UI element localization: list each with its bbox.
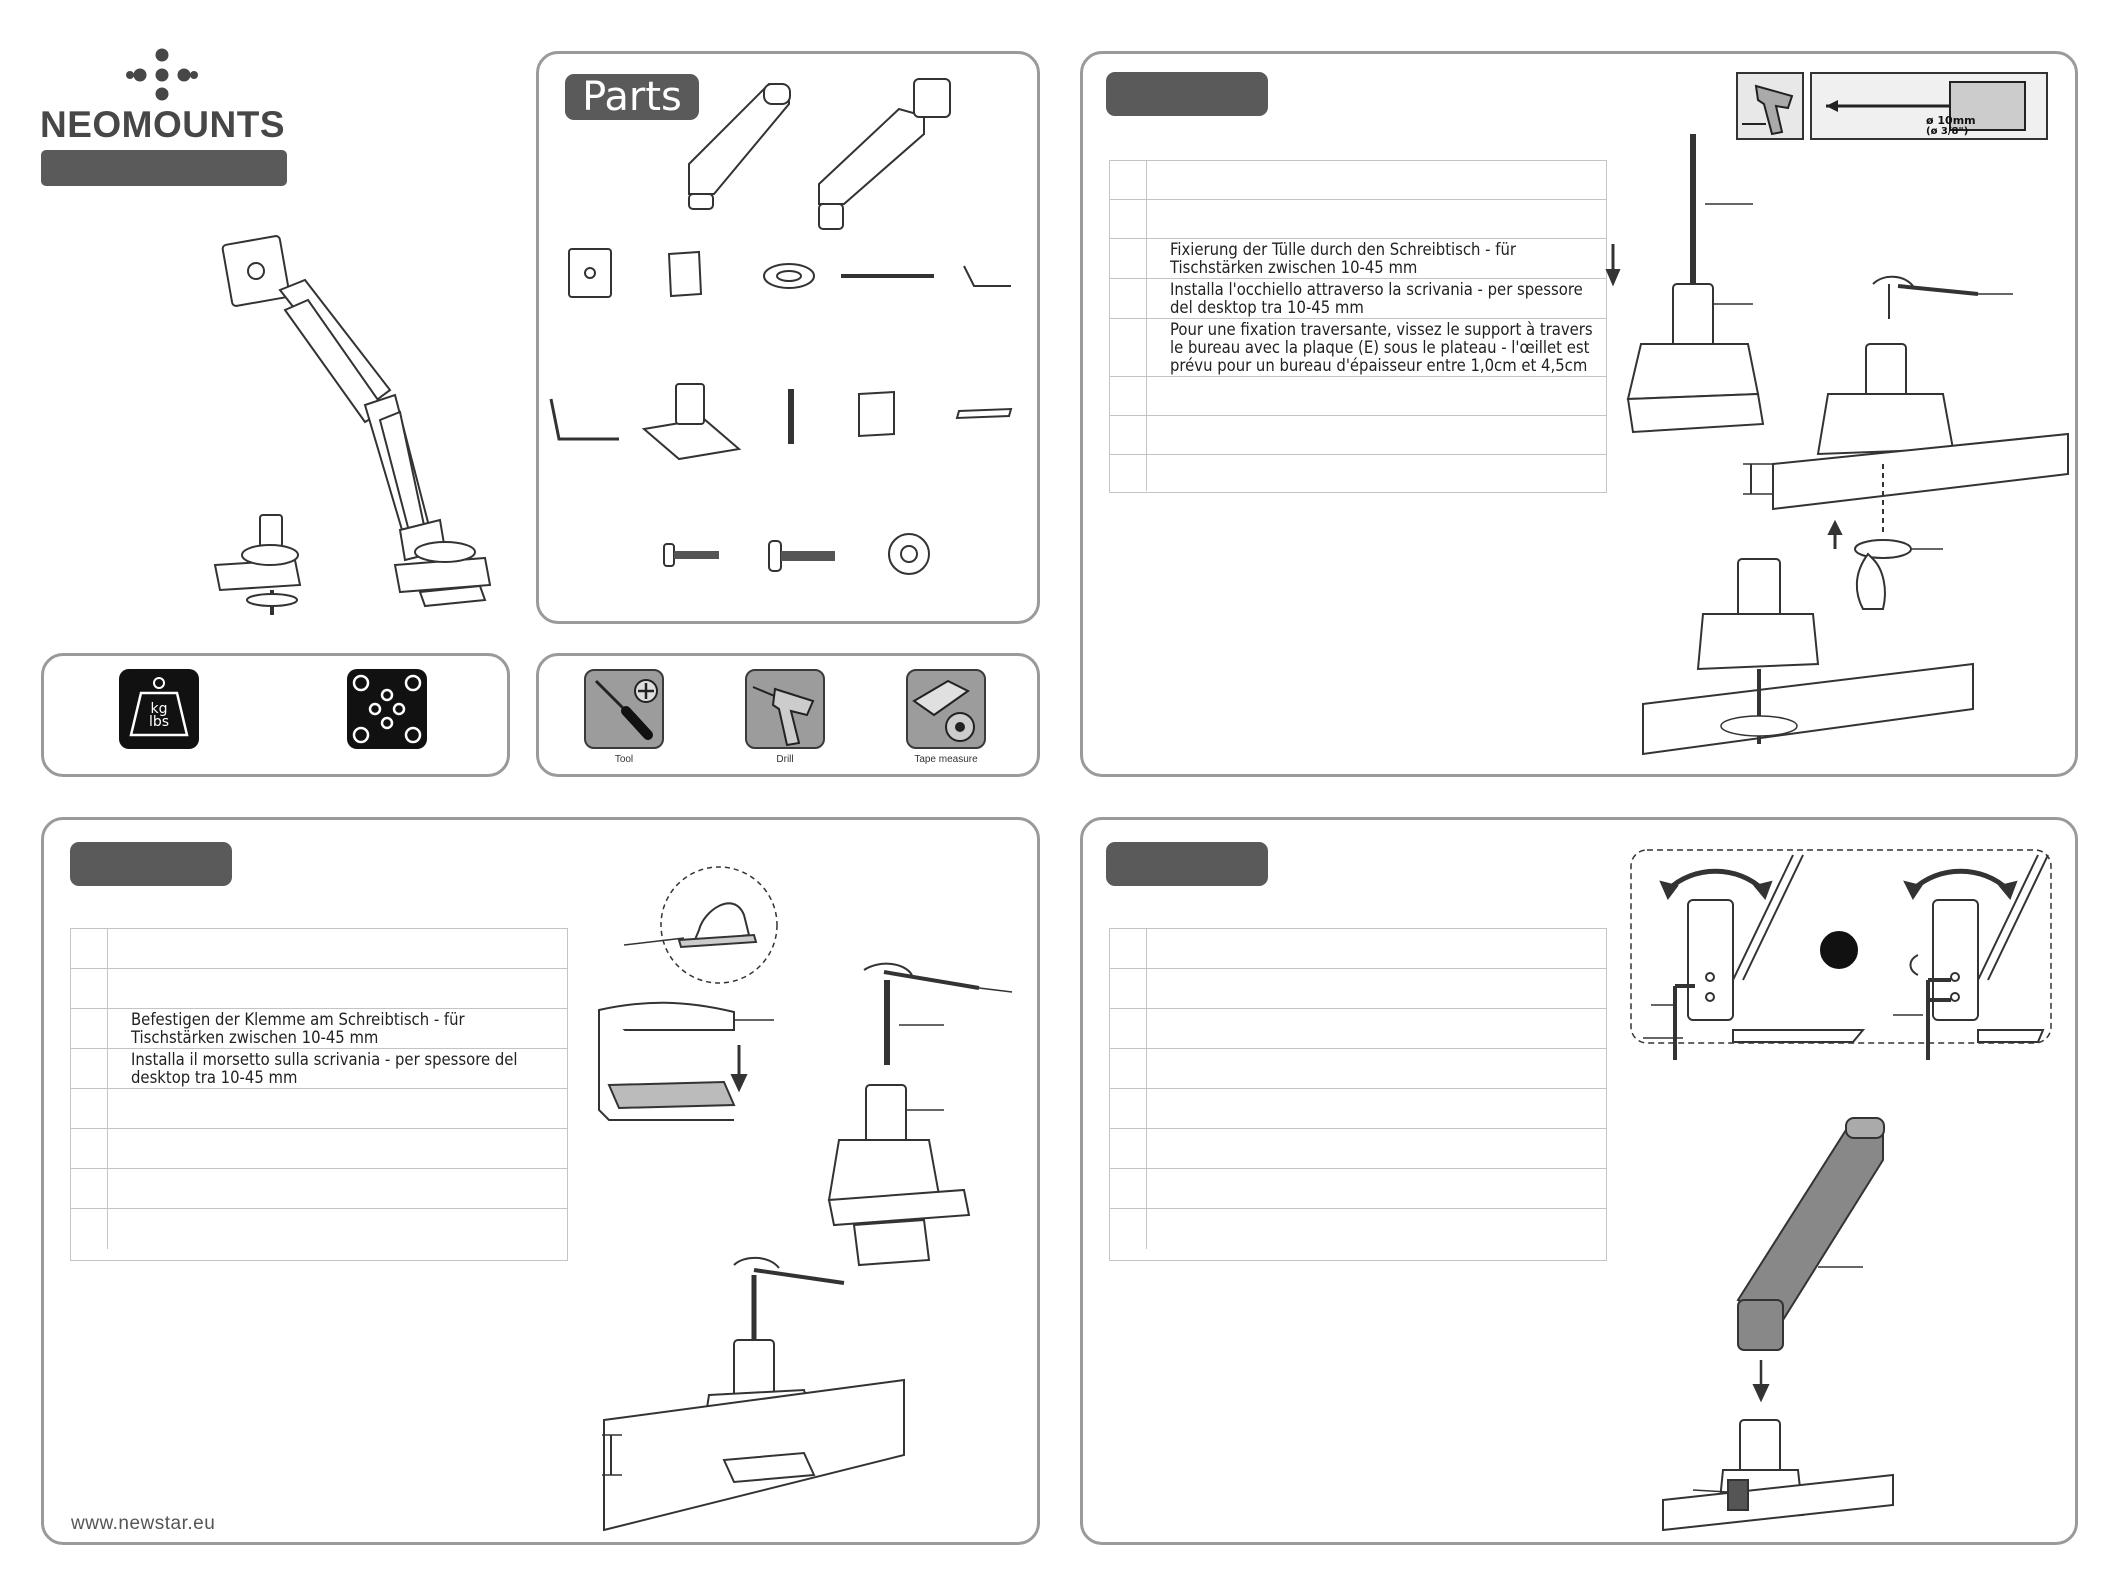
logo-dots-icon bbox=[125, 47, 200, 102]
tool-caption-tape-measure: Tape measure bbox=[914, 754, 978, 765]
tool-caption-tool: Tool bbox=[614, 754, 634, 765]
spec-panel bbox=[41, 653, 510, 777]
table-row: Befestigen der Klemme am Schreibtisch - für Tischstärken zwischen 10-45 mm bbox=[71, 1009, 567, 1049]
parts-title: Parts bbox=[565, 74, 699, 120]
clamp-step-panel bbox=[41, 817, 1040, 1545]
weight-icon bbox=[119, 669, 199, 749]
table-row: Fixierung der Tülle durch den Schreibtisch - für Tischstärken zwischen 10-45 mm bbox=[1110, 239, 1606, 279]
grommet-installation-illustration bbox=[1083, 54, 2081, 780]
drill-size-label: ø 10mm bbox=[1926, 114, 1976, 127]
model-label-bar bbox=[41, 150, 287, 186]
clamp-installation-illustration bbox=[44, 820, 1043, 1548]
arm-installation-illustration bbox=[1083, 820, 2081, 1548]
table-row: Installa l'occhiello attraverso la scrivania - per spessore del desktop tra 10-45 mm bbox=[1110, 279, 1606, 319]
parts-panel bbox=[536, 51, 1040, 624]
tool-caption-drill: Drill bbox=[776, 754, 794, 765]
grommet-step-panel bbox=[1080, 51, 2078, 777]
screwdriver-icon bbox=[584, 669, 664, 749]
arm-step-panel bbox=[1080, 817, 2078, 1545]
footer-url: www.newstar.eu bbox=[71, 1513, 216, 1534]
weight-unit-kg: kg bbox=[150, 701, 168, 717]
vesa-pattern-icon bbox=[347, 669, 427, 749]
weight-unit-lbs: lbs bbox=[148, 714, 170, 730]
table-row: Pour une fixation traversante, vissez le support à travers le bureau avec la plaque (E) sous le plateau - l'œillet est prévu pour un bureau d'épaisseur entre 1,0cm et 4,5cm bbox=[1110, 319, 1606, 377]
drill-icon bbox=[745, 669, 825, 749]
table-row: Installa il morsetto sulla scrivania - per spessore del desktop tra 10-45 mm bbox=[71, 1049, 567, 1089]
brand-name: NEOMOUNTS bbox=[40, 104, 285, 145]
tape-measure-icon bbox=[906, 669, 986, 749]
drill-size-label-inch: (ø 3/8") bbox=[1926, 126, 1969, 137]
tools-panel bbox=[536, 653, 1040, 777]
product-overview-illustration bbox=[200, 230, 520, 630]
parts-illustrations bbox=[539, 54, 1043, 627]
